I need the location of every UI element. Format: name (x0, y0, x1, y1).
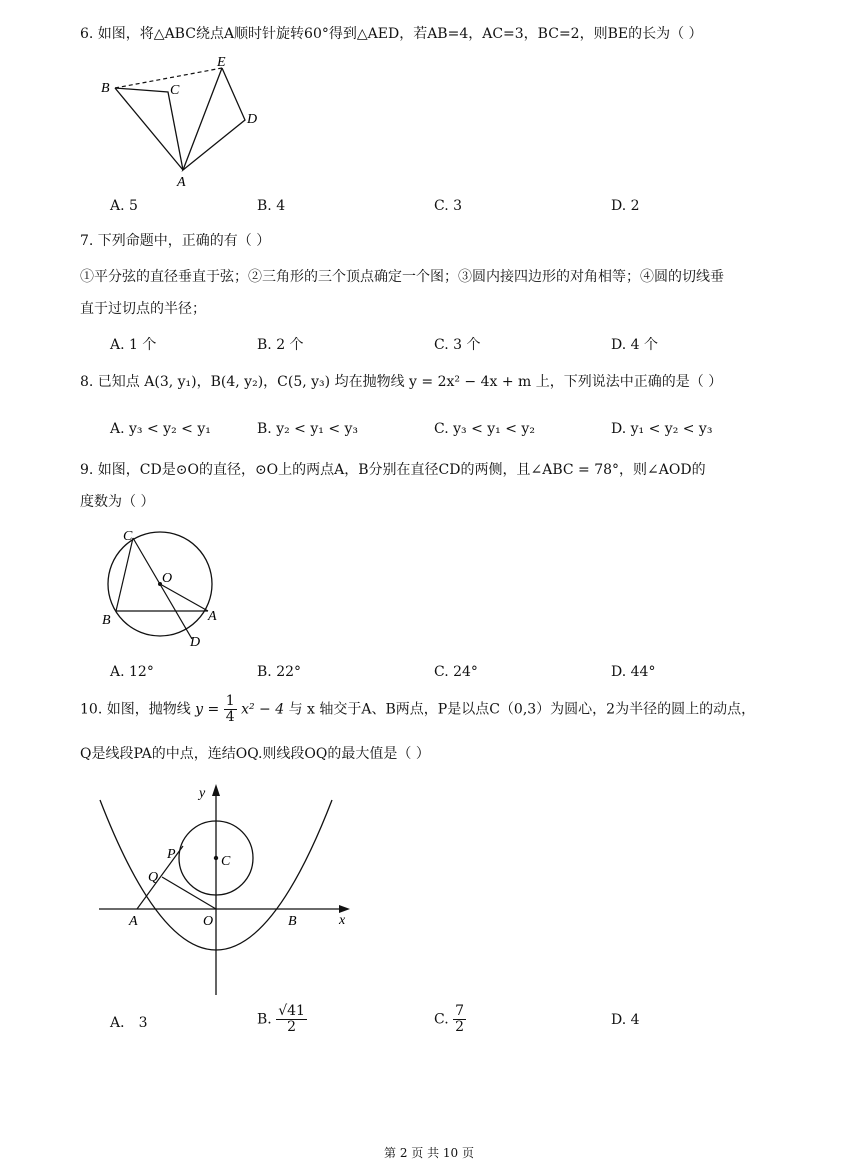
q10-frac-num: 1 (225, 693, 235, 709)
page-footer: 第 2 页 共 10 页 (384, 1146, 474, 1160)
q10-line2: Q是线段PA的中点，连结OQ.则线段OQ的最大值是（ ） (80, 746, 430, 762)
q6-label-e: E (217, 55, 226, 70)
q7-option-b[interactable]: B. 2 个 (257, 337, 304, 353)
q10-label-p: P (167, 847, 176, 862)
q6-figure (95, 50, 275, 190)
q9-label-b: B (102, 613, 111, 628)
q10-option-c-fraction (453, 1004, 466, 1035)
q10-option-b-fraction (276, 1004, 307, 1035)
q10-option-c-label: C. (434, 1011, 449, 1028)
q7-line2: 直于过切点的半径； (80, 301, 206, 317)
q10-option-b-num: √41 (278, 1003, 305, 1019)
q9-label-c: C (123, 529, 133, 544)
q6-option-d[interactable]: D. 2 (611, 198, 640, 214)
q9-option-d[interactable]: D. 44° (611, 664, 656, 680)
q7-stem: 7. 下列命题中，正确的有（ ） (80, 233, 271, 249)
q10-option-c[interactable] (434, 1004, 466, 1035)
q6-option-a[interactable]: A. 5 (110, 198, 138, 214)
q10-label-x: x (339, 913, 346, 928)
q10-stem-num: 10. 如图，抛物线 (80, 701, 191, 718)
q10-option-b-label: B. (257, 1011, 272, 1028)
q10-label-c: C (221, 854, 231, 869)
q10-eq-y: y = (195, 701, 220, 718)
q6-label-a: A (177, 175, 186, 190)
q10-label-a: A (129, 914, 138, 929)
q6-option-b[interactable]: B. 4 (257, 198, 286, 214)
q7-option-a[interactable]: A. 1 个 (110, 337, 157, 353)
q9-line2: 度数为（ ） (80, 494, 155, 510)
q10-frac-den: 4 (225, 709, 235, 725)
q10-option-a-value: 3 (138, 1015, 148, 1031)
q10-option-b-den: 2 (287, 1019, 297, 1035)
q9-figure (98, 524, 228, 649)
q9-option-b[interactable]: B. 22° (257, 664, 302, 680)
q6-option-c[interactable]: C. 3 (434, 198, 463, 214)
q6-label-d: D (247, 112, 258, 127)
q10-eq-fraction (224, 694, 237, 725)
q10-option-c-num: 7 (455, 1003, 465, 1019)
q9-label-o: O (162, 571, 173, 586)
q10-label-q: Q (148, 870, 159, 885)
q10-option-b[interactable] (257, 1004, 307, 1035)
q6-label-c: C (170, 83, 180, 98)
q8-stem: 8. 已知点 A(3, y₁)，B(4, y₂)，C(5, y₃) 均在抛物线 y = 2x² − 4x + m 上，下列说法中正确的是（ ） (80, 374, 723, 390)
q9-stem: 9. 如图，CD是⊙O的直径，⊙O上的两点A，B分别在直径CD的两侧，且∠ABC = 78°，则∠AOD的 (80, 462, 706, 478)
q10-option-d-value: 4 (630, 1012, 640, 1028)
q10-label-o: O (203, 914, 214, 929)
q8-option-a[interactable]: A. y₃ < y₂ < y₁ (110, 421, 211, 437)
q10-figure (95, 780, 360, 1000)
q10-option-a[interactable] (110, 1012, 148, 1032)
q7-line1: ①平分弦的直径垂直于弦；②三角形的三个顶点确定一个图；③圆内接四边形的对角相等；④圆的切线垂 (80, 269, 724, 285)
q10-option-a-label: A． (110, 1015, 135, 1031)
q10-option-c-den: 2 (455, 1019, 465, 1035)
q9-option-a[interactable]: A. 12° (110, 664, 154, 680)
q7-option-d[interactable]: D. 4 个 (611, 337, 658, 353)
q9-label-d: D (190, 635, 201, 649)
q8-option-d[interactable]: D. y₁ < y₂ < y₃ (611, 421, 713, 437)
q10-option-d[interactable] (611, 1012, 640, 1028)
q10-option-d-label: D. (611, 1012, 627, 1028)
q10-stem-mid: 与 x 轴交于A、B两点，P是以点C（0,3）为圆心，2为半径的圆上的动点， (288, 701, 756, 718)
q10-label-b: B (288, 914, 297, 929)
q7-option-c[interactable]: C. 3 个 (434, 337, 481, 353)
q8-option-c[interactable]: C. y₃ < y₁ < y₂ (434, 421, 535, 437)
q10-label-y: y (199, 786, 206, 801)
q6-label-b: B (101, 81, 110, 96)
q6-stem: 6. 如图，将△ABC绕点A顺时针旋转60°得到△AED，若AB=4，AC=3，BC=2，则BE的长为（ ） (80, 26, 703, 42)
q10-stem-line1 (80, 694, 755, 725)
q9-option-c[interactable]: C. 24° (434, 664, 478, 680)
q9-label-a: A (208, 609, 217, 624)
q8-option-b[interactable]: B. y₂ < y₁ < y₃ (257, 421, 359, 437)
q10-eq-rest: x² − 4 (241, 701, 285, 718)
